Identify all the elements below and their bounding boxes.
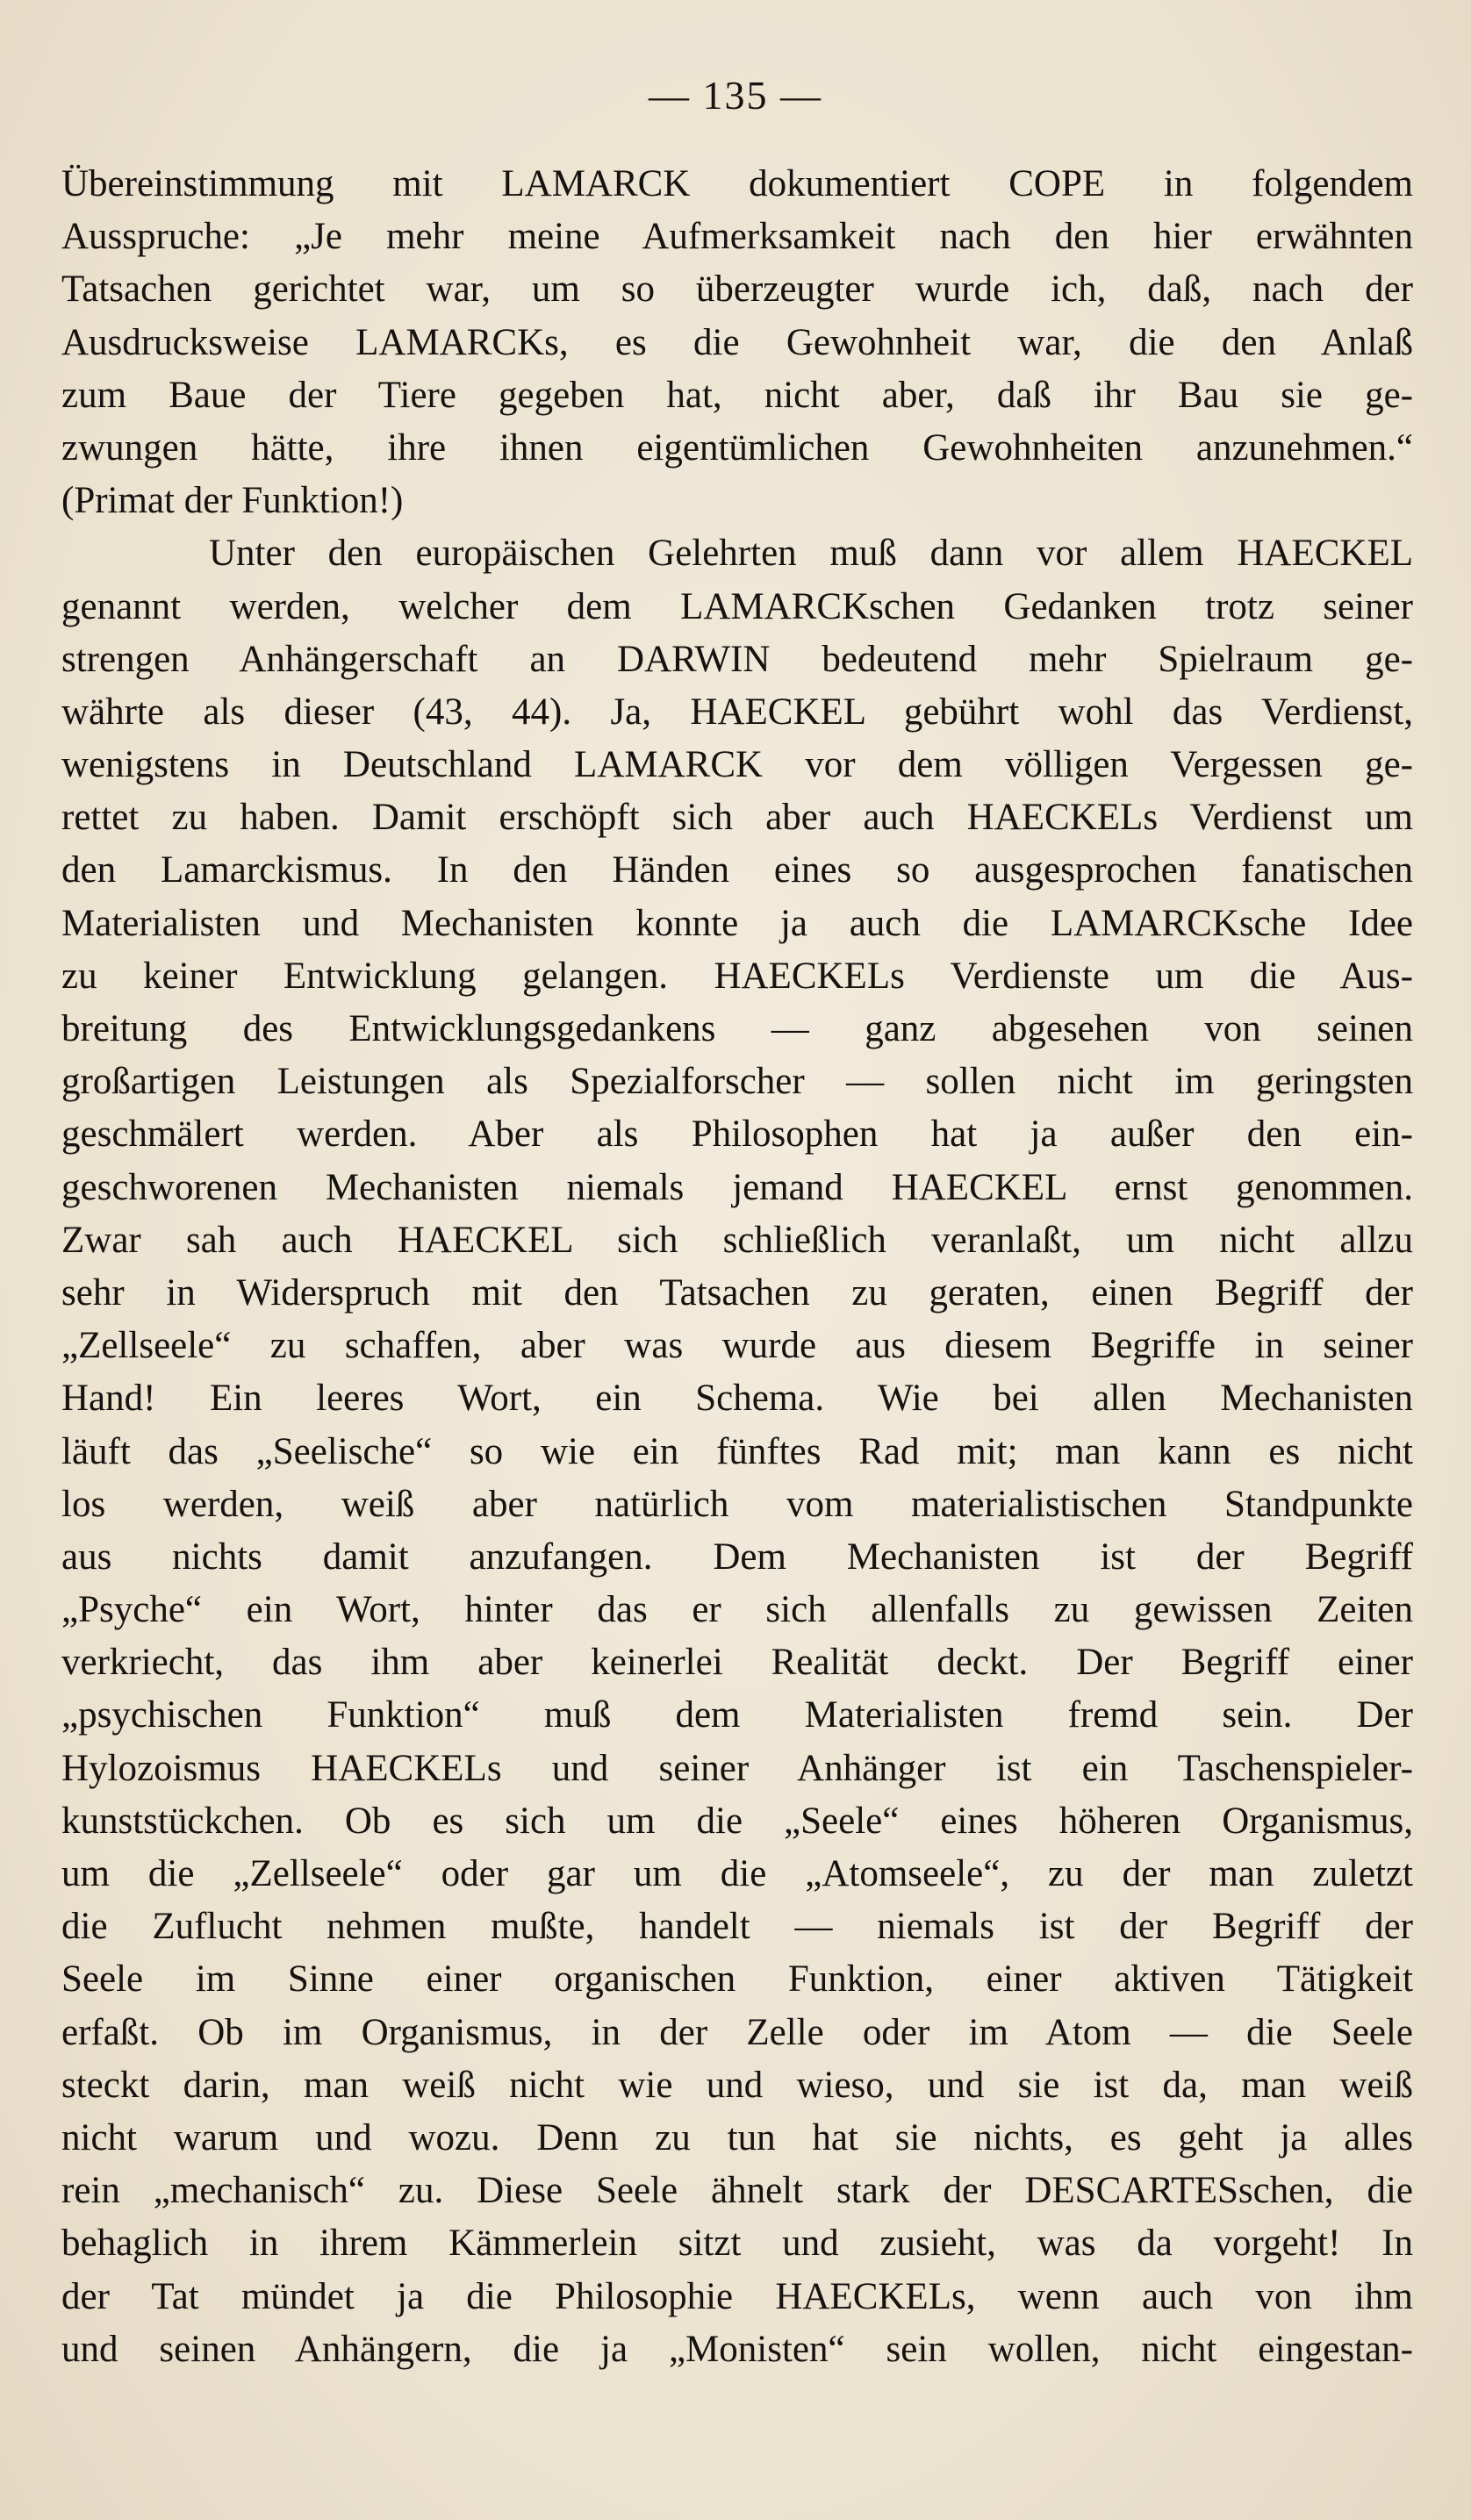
text-line: Ausspruche: „Je mehr meine Aufmerksamkeit nach den hier erwähnten [61,216,1413,258]
text-line: Hand! Ein leeres Wort, ein Schema. Wie bei allen Mechanisten [61,1378,1413,1420]
text-line: Seele im Sinne einer organischen Funktion, einer aktiven Tätigkeit [61,1958,1413,2001]
text-line: kunststückchen. Ob es sich um die „Seele“ eines höheren Organismus, [61,1800,1413,1842]
text-line: Zwar sah auch HAECKEL sich schließlich veranlaßt, um nicht allzu [61,1219,1413,1261]
text-line: um die „Zellseele“ oder gar um die „Atomseele“, zu der man zuletzt [61,1853,1413,1894]
text-line: (Primat der Funktion!) [61,480,404,522]
text-line: steckt darin, man weiß nicht wie und wieso, und sie ist da, man weiß [61,2064,1413,2106]
text-line: sehr in Widerspruch mit den Tatsachen zu geraten, einen Begriff der [61,1271,1413,1314]
text-line: „psychischen Funktion“ muß dem Materialisten fremd sein. Der [61,1694,1413,1736]
page-number: — 135 — [649,73,822,118]
text-line: die Zuflucht nehmen mußte, handelt — niemals ist der Begriff der [61,1906,1413,1948]
text-line: Übereinstimmung mit LAMARCK dokumentiert COPE in folgendem [61,163,1413,204]
text-line: läuft das „Seelische“ so wie ein fünftes Rad mit; man kann es nicht [61,1430,1413,1472]
text-line: „Zellseele“ zu schaffen, aber was wurde aus diesem Begriffe in seiner [61,1325,1413,1367]
text-line: los werden, weiß aber natürlich vom materialistischen Standpunkte [61,1483,1413,1525]
text-line: der Tat mündet ja die Philosophie HAECKELs, wenn auch von ihm [61,2275,1413,2317]
text-line: großartigen Leistungen als Spezialforscher — sollen nicht im geringsten [61,1061,1413,1103]
text-line: behaglich in ihrem Kämmerlein sitzt und zusieht, was da vorgeht! In [61,2223,1413,2265]
text-line: breitung des Entwicklungsgedankens — ganz abgesehen von seinen [61,1008,1413,1049]
text-line: genannt werden, welcher dem LAMARCKschen Gedanken trotz seiner [61,585,1413,627]
body-text [61,158,1413,2376]
text-line: Tatsachen gerichtet war, um so überzeugter wurde ich, daß, nach der [61,268,1413,311]
text-line: den Lamarckismus. In den Händen eines so ausgesprochen fanatischen [61,849,1413,891]
text-line: Unter den europäischen Gelehrten muß dann vor allem HAECKEL [209,533,1413,575]
text-line: „Psyche“ ein Wort, hinter das er sich allenfalls zu gewissen Zeiten [61,1589,1413,1631]
text-line: rettet zu haben. Damit erschöpft sich aber auch HAECKELs Verdienst um [61,797,1413,839]
text-line: wenigstens in Deutschland LAMARCK vor dem völligen Vergessen ge- [61,744,1413,786]
text-line: nicht warum und wozu. Denn zu tun hat sie nichts, es geht ja alles [61,2116,1413,2158]
text-line: zum Baue der Tiere gegeben hat, nicht aber, daß ihr Bau sie ge- [61,374,1413,416]
text-line: erfaßt. Ob im Organismus, in der Zelle oder im Atom — die Seele [61,2011,1413,2053]
text-line: Hylozoismus HAECKELs und seiner Anhänger ist ein Taschenspieler- [61,1747,1413,1789]
text-line: verkriecht, das ihm aber keinerlei Realität deckt. Der Begriff einer [61,1642,1413,1684]
text-line: Materialisten und Mechanisten konnte ja auch die LAMARCKsche Idee [61,902,1413,944]
text-line: und seinen Anhängern, die ja „Monisten“ sein wollen, nicht eingestan- [61,2328,1413,2370]
text-line: Ausdrucksweise LAMARCKs, es die Gewohnheit war, die den Anlaß [61,321,1413,363]
text-line: aus nichts damit anzufangen. Dem Mechanisten ist der Begriff [61,1536,1413,1578]
text-line: zwungen hätte, ihre ihnen eigentümlichen Gewohnheiten anzunehmen.“ [61,426,1413,469]
text-line: strengen Anhängerschaft an DARWIN bedeutend mehr Spielraum ge- [61,638,1413,680]
text-line: geschmälert werden. Aber als Philosophen hat ja außer den ein- [61,1113,1413,1156]
text-line: geschworenen Mechanisten niemals jemand HAECKEL ernst genommen. [61,1166,1413,1208]
text-line: währte als dieser (43, 44). Ja, HAECKEL gebührt wohl das Verdienst, [61,691,1413,733]
text-line: zu keiner Entwicklung gelangen. HAECKELs Verdienste um die Aus- [61,955,1413,997]
text-line: rein „mechanisch“ zu. Diese Seele ähnelt stark der DESCARTESschen, die [61,2170,1413,2212]
